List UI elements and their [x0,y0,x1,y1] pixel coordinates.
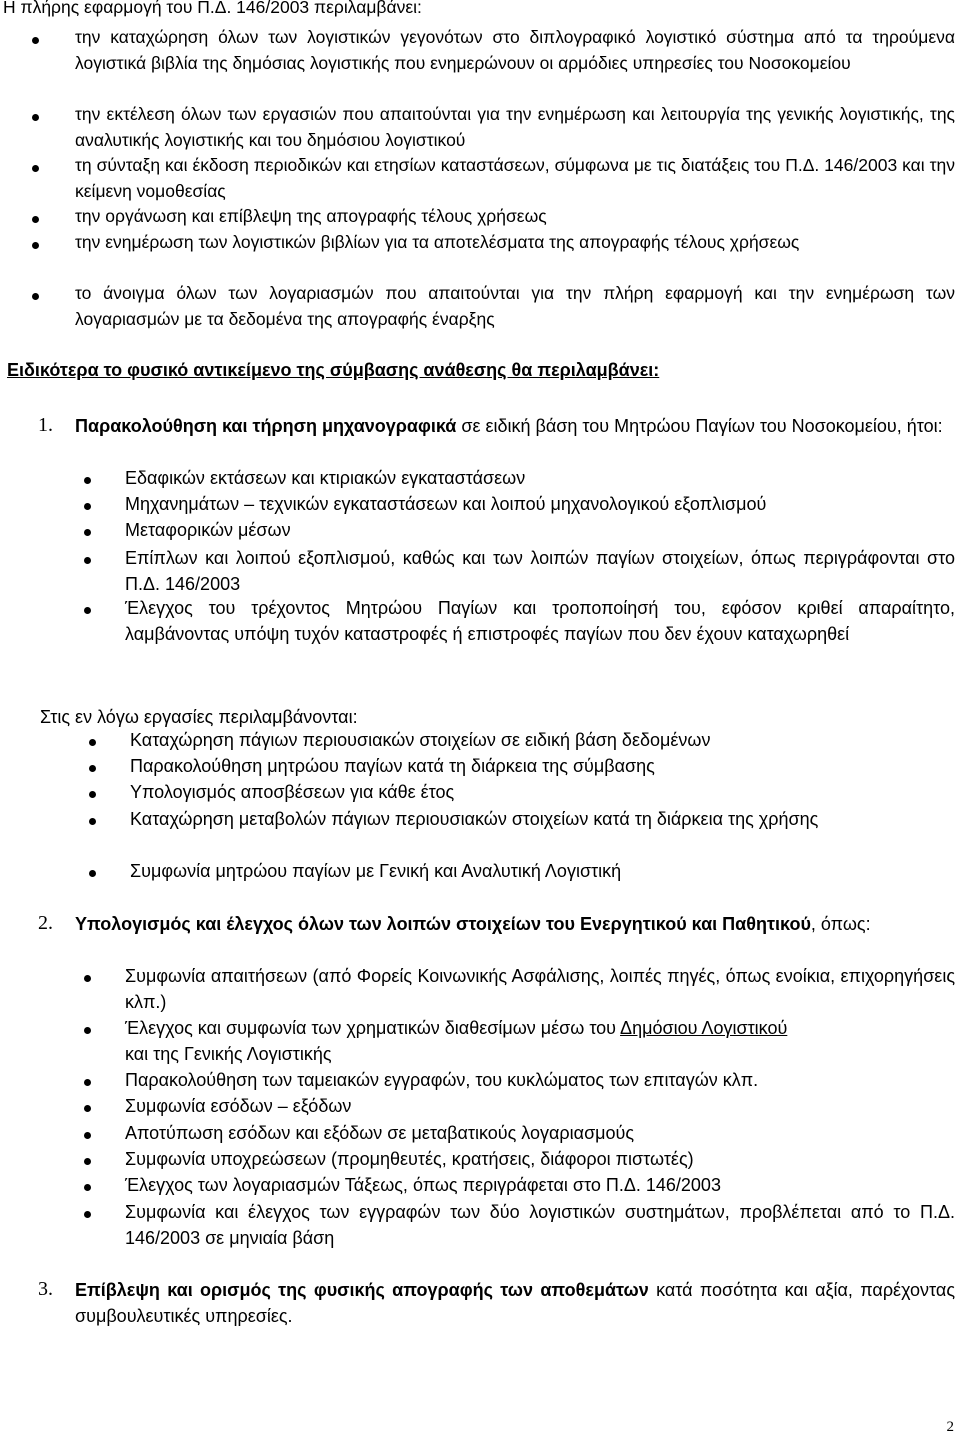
sub-item: Συμφωνία μητρώου παγίων με Γενική και Αναλυτική Λογιστική [130,861,622,881]
section-1-title: Παρακολούθηση και τήρηση μηχανογραφικά [75,416,457,436]
bullet-icon [84,1158,91,1165]
bullet-icon [84,1132,91,1139]
bullet-icon [84,1184,91,1191]
section-2-paragraph [75,911,955,937]
intro-bullet-4: την οργάνωση και επίβλεψη της απογραφής τέλους χρήσεως [75,206,547,226]
intro-bullet-5: την ενημέρωση των λογιστικών βιβλίων για τα αποτελέσματα της απογραφής τέλους χρήσεως [75,232,800,252]
section-1-item: Μεταφορικών μέσων [125,520,291,540]
bullet-icon [84,1105,91,1112]
bullet-icon [84,1079,91,1086]
section-2-item: Έλεγχος των λογαριασμών Τάξεως, όπως περιγράφεται στο Π.Δ. 146/2003 [125,1175,721,1195]
sub-intro: Στις εν λόγω εργασίες περιλαμβάνονται: [40,707,358,727]
bullet-icon [84,529,91,536]
section-1-text: σε ειδική βάση του Μητρώου Παγίων του Νοσοκομείου, ήτοι: [456,416,943,436]
section-2-item: Συμφωνία και έλεγχος των εγγραφών των δύο λογιστικών συστημάτων, προβλέπεται από το Π.Δ. 146/2003 σε μηνιαία βάση [125,1202,955,1248]
section-1-item: Εδαφικών εκτάσεων και κτιριακών εγκαταστάσεων [125,468,526,488]
bullet-icon [84,477,91,484]
intro-line: Η πλήρης εφαρμογή του Π.Δ. 146/2003 περιλαμβάνει: [3,0,422,17]
bullet-icon [89,765,96,772]
sub-item: Καταχώρηση μεταβολών πάγιων περιουσιακών στοιχείων κατά τη διάρκεια της χρήσης [130,809,819,829]
section-2-item [125,1015,955,1067]
section-3-title: Επίβλεψη και ορισμός της φυσικής απογραφής των αποθεμάτων [75,1280,649,1300]
bullet-icon [84,975,91,982]
section-3-paragraph [75,1277,955,1329]
section-1-item: Έλεγχος του τρέχοντος Μητρώου Παγίων και τροποποίησή του, εφόσον κριθεί απαραίτητο, λαμβάνοντας υπόψη τυχόν καταστροφές ή επιστροφές παγίων που δεν έχουν καταχωρηθεί [125,598,955,644]
section-2-item: Αποτύπωση εσόδων και εξόδων σε μεταβατικούς λογαριασμούς [125,1123,635,1143]
section-2-item-text: και της Γενικής Λογιστικής [125,1044,332,1064]
bullet-icon [89,870,96,877]
section-heading: Ειδικότερα το φυσικό αντικείμενο της σύμβασης ανάθεσης θα περιλαμβάνει: [7,360,660,380]
section-1-paragraph [75,413,955,439]
bullet-icon [84,1027,91,1034]
bullet-icon [84,557,91,564]
bullet-icon [89,791,96,798]
bullet-icon [32,242,39,249]
section-2-item: Συμφωνία απαιτήσεων (από Φορείς Κοινωνικής Ασφάλισης, λοιπές πηγές, όπως ενοίκια, επιχορηγήσεις κλπ.) [125,966,955,1012]
section-1-number: 1. [38,414,53,436]
sub-item: Παρακολούθηση μητρώου παγίων κατά τη διάρκεια της σύμβασης [130,756,655,776]
bullet-icon [89,739,96,746]
intro-bullet-6: το άνοιγμα όλων των λογαριασμών που απαιτούνται για την πλήρη εφαρμογή και την ενημέρωση των λογαριασμών με τα δεδομένα της απογραφής έναρξης [75,283,955,329]
section-2-item-underlined: Δημόσιου Λογιστικού [620,1018,788,1038]
bullet-icon [84,607,91,614]
section-3-number: 3. [38,1278,53,1300]
section-1-item: Επίπλων και λοιπού εξοπλισμού, καθώς και των λοιπών παγίων στοιχείων, όπως περιγράφονται στο Π.Δ. 146/2003 [125,548,955,594]
page-number: 2 [946,1419,954,1435]
section-2-item: Συμφωνία εσόδων – εξόδων [125,1096,352,1116]
section-2-item: Παρακολούθηση των ταμειακών εγγραφών, του κυκλώματος των επιταγών κλπ. [125,1070,759,1090]
bullet-icon [84,503,91,510]
section-1-item: Μηχανημάτων – τεχνικών εγκαταστάσεων και λοιπού μηχανολογικού εξοπλισμού [125,494,767,514]
bullet-icon [32,216,39,223]
intro-bullet-3: τη σύνταξη και έκδοση περιοδικών και ετησίων καταστάσεων, σύμφωνα με τις διατάξεις του Π.Δ. 146/2003 και την κείμενη νομοθεσίας [75,155,955,201]
section-3-text: κατά ποσότητα και αξία, παρέχοντας συμβουλευτικές υπηρεσίες. [75,1280,955,1326]
sub-item: Καταχώρηση πάγιων περιουσιακών στοιχείων σε ειδική βάση δεδομένων [130,730,711,750]
bullet-icon [84,1211,91,1218]
bullet-icon [32,114,39,121]
intro-bullet-1: την καταχώρηση όλων των λογιστικών γεγονότων στο διπλογραφικό λογιστικό σύστημα από τα τηρούμενα λογιστικά βιβλία της δημόσιας λογιστικής που ενημερώνουν οι αρμόδιες υπηρεσίες του Νοσοκομείου [75,27,955,73]
bullet-icon [32,37,39,44]
section-2-item-text: Έλεγχος και συμφωνία των χρηματικών διαθεσίμων μέσω του [125,1018,617,1038]
section-2-item: Συμφωνία υποχρεώσεων (προμηθευτές, κρατήσεις, διάφοροι πιστωτές) [125,1149,694,1169]
bullet-icon [32,165,39,172]
section-2-number: 2. [38,912,53,934]
bullet-icon [32,293,39,300]
bullet-icon [89,818,96,825]
section-2-title: Υπολογισμός και έλεγχος όλων των λοιπών στοιχείων του Ενεργητικού και Παθητικού [75,914,811,934]
section-2-text: , όπως: [810,914,871,934]
intro-bullet-2: την εκτέλεση όλων των εργασιών που απαιτούνται για την ενημέρωση και λειτουργία της γενικής λογιστικής, της αναλυτικής λογιστικής και του δημόσιου λογιστικού [75,104,955,150]
sub-item: Υπολογισμός αποσβέσεων για κάθε έτος [130,782,455,802]
